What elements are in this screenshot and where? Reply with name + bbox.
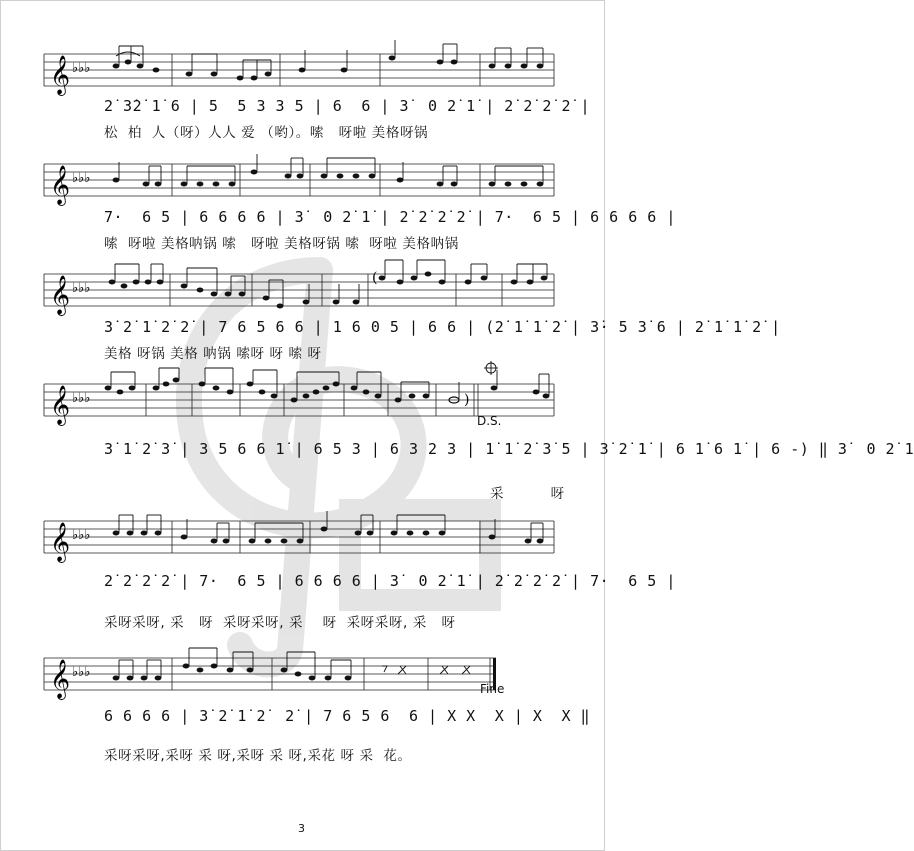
ds-marking: D.S. (477, 414, 502, 428)
jianpu-line-2: 7· 6 5 | 6 6 6 6 | 3̇ 0 2̇ 1̇ | 2̇ 2̇ 2̇ 2̇ | 7· 6 5 | 6 6 6 6 | (104, 208, 676, 226)
svg-text:♭♭♭: ♭♭♭ (72, 281, 91, 296)
svg-text:♭♭♭: ♭♭♭ (72, 665, 91, 680)
svg-text:♭♭♭: ♭♭♭ (72, 391, 91, 406)
jianpu-line-5: 2̇ 2̇ 2̇ 2̇ | 7· 6 5 | 6 6 6 6 | 3̇ 0 2̇ 1̇ | 2̇ 2̇ 2̇ 2̇ | 7· 6 5 | (104, 572, 676, 590)
svg-text:𝄞: 𝄞 (50, 659, 71, 699)
staff-system-6 (44, 652, 554, 702)
lyrics-line-1: 松 柏 人（呀）人人 爱 （哟）。嗦 呀啦 美格呀锅 (104, 125, 429, 141)
jianpu-line-1: 2̇ 3̇2̇ 1̇ 6 | 5 5 3 3 5 | 6 6 | 3̇ 0 2̇ 1̇ | 2̇ 2̇ 2̇ 2̇ | (104, 97, 591, 115)
svg-text:♭♭♭: ♭♭♭ (72, 171, 91, 186)
lyrics-line-3: 美格 呀锅 美格 呐锅 嗦呀 呀 嗦 呀 (104, 346, 322, 362)
jianpu-line-6: 6 6 6 6 | 3̇ 2̇ 1̇ 2̇ 2̇ | 7 6 5 6 6 | X X X | X X ‖ (104, 707, 591, 725)
staff-system-3 (44, 268, 554, 318)
staff-system-5 (44, 515, 554, 565)
svg-text:♭♭♭: ♭♭♭ (72, 528, 91, 543)
svg-text:𝄞: 𝄞 (50, 522, 71, 562)
fine-marking: Fine (480, 682, 505, 696)
svg-text:𝄞: 𝄞 (50, 165, 71, 205)
lyrics-line-2: 嗦 呀啦 美格呐锅 嗦 呀啦 美格呀锅 嗦 呀啦 美格呐锅 (104, 236, 459, 252)
svg-text:): ) (464, 392, 470, 408)
jianpu-line-3: 3̇ 2̇ 1̇ 2̇ 2̇ | 7 6 5 6 6 | 1 6 0 5 | 6 6 | (2̇ 1̇ 1̇ 2̇ | 3̇· 5 3̇ 6 | 2̇ 1̇ 1̇ 2̇ | (104, 318, 781, 336)
svg-text:(: ( (372, 270, 378, 286)
staff-system-1 (44, 48, 554, 98)
svg-text:𝄞: 𝄞 (50, 275, 71, 315)
lyrics-line-4: 采 呀 (490, 486, 571, 502)
jianpu-line-4: 3̇ 1̇ 2̇ 3̇ | 3 5 6 6 1̇ | 6 5 3 | 6 3 2 3 | 1̇ 1̇ 2̇ 3̇ 5 | 3̇ 2̇ 1̇ | 6 1̇ 6 1̇ | 6 -) ‖ 3̇ 0 2̇ 1̇ (104, 440, 914, 458)
staff-system-2 (44, 158, 554, 208)
treble-clef-icon: 𝄞 (50, 55, 71, 95)
svg-text:♭♭♭: ♭♭♭ (72, 61, 91, 76)
svg-text:𝄞: 𝄞 (50, 385, 71, 425)
lyrics-line-6: 采呀采呀,采呀 采 呀,采呀 采 呀,采花 呀 采 花。 (104, 748, 412, 764)
lyrics-line-5: 采呀采呀, 采 呀 采呀采呀, 采 呀 采呀采呀, 采 呀 (104, 615, 456, 631)
page-number: 3 (298, 822, 305, 835)
